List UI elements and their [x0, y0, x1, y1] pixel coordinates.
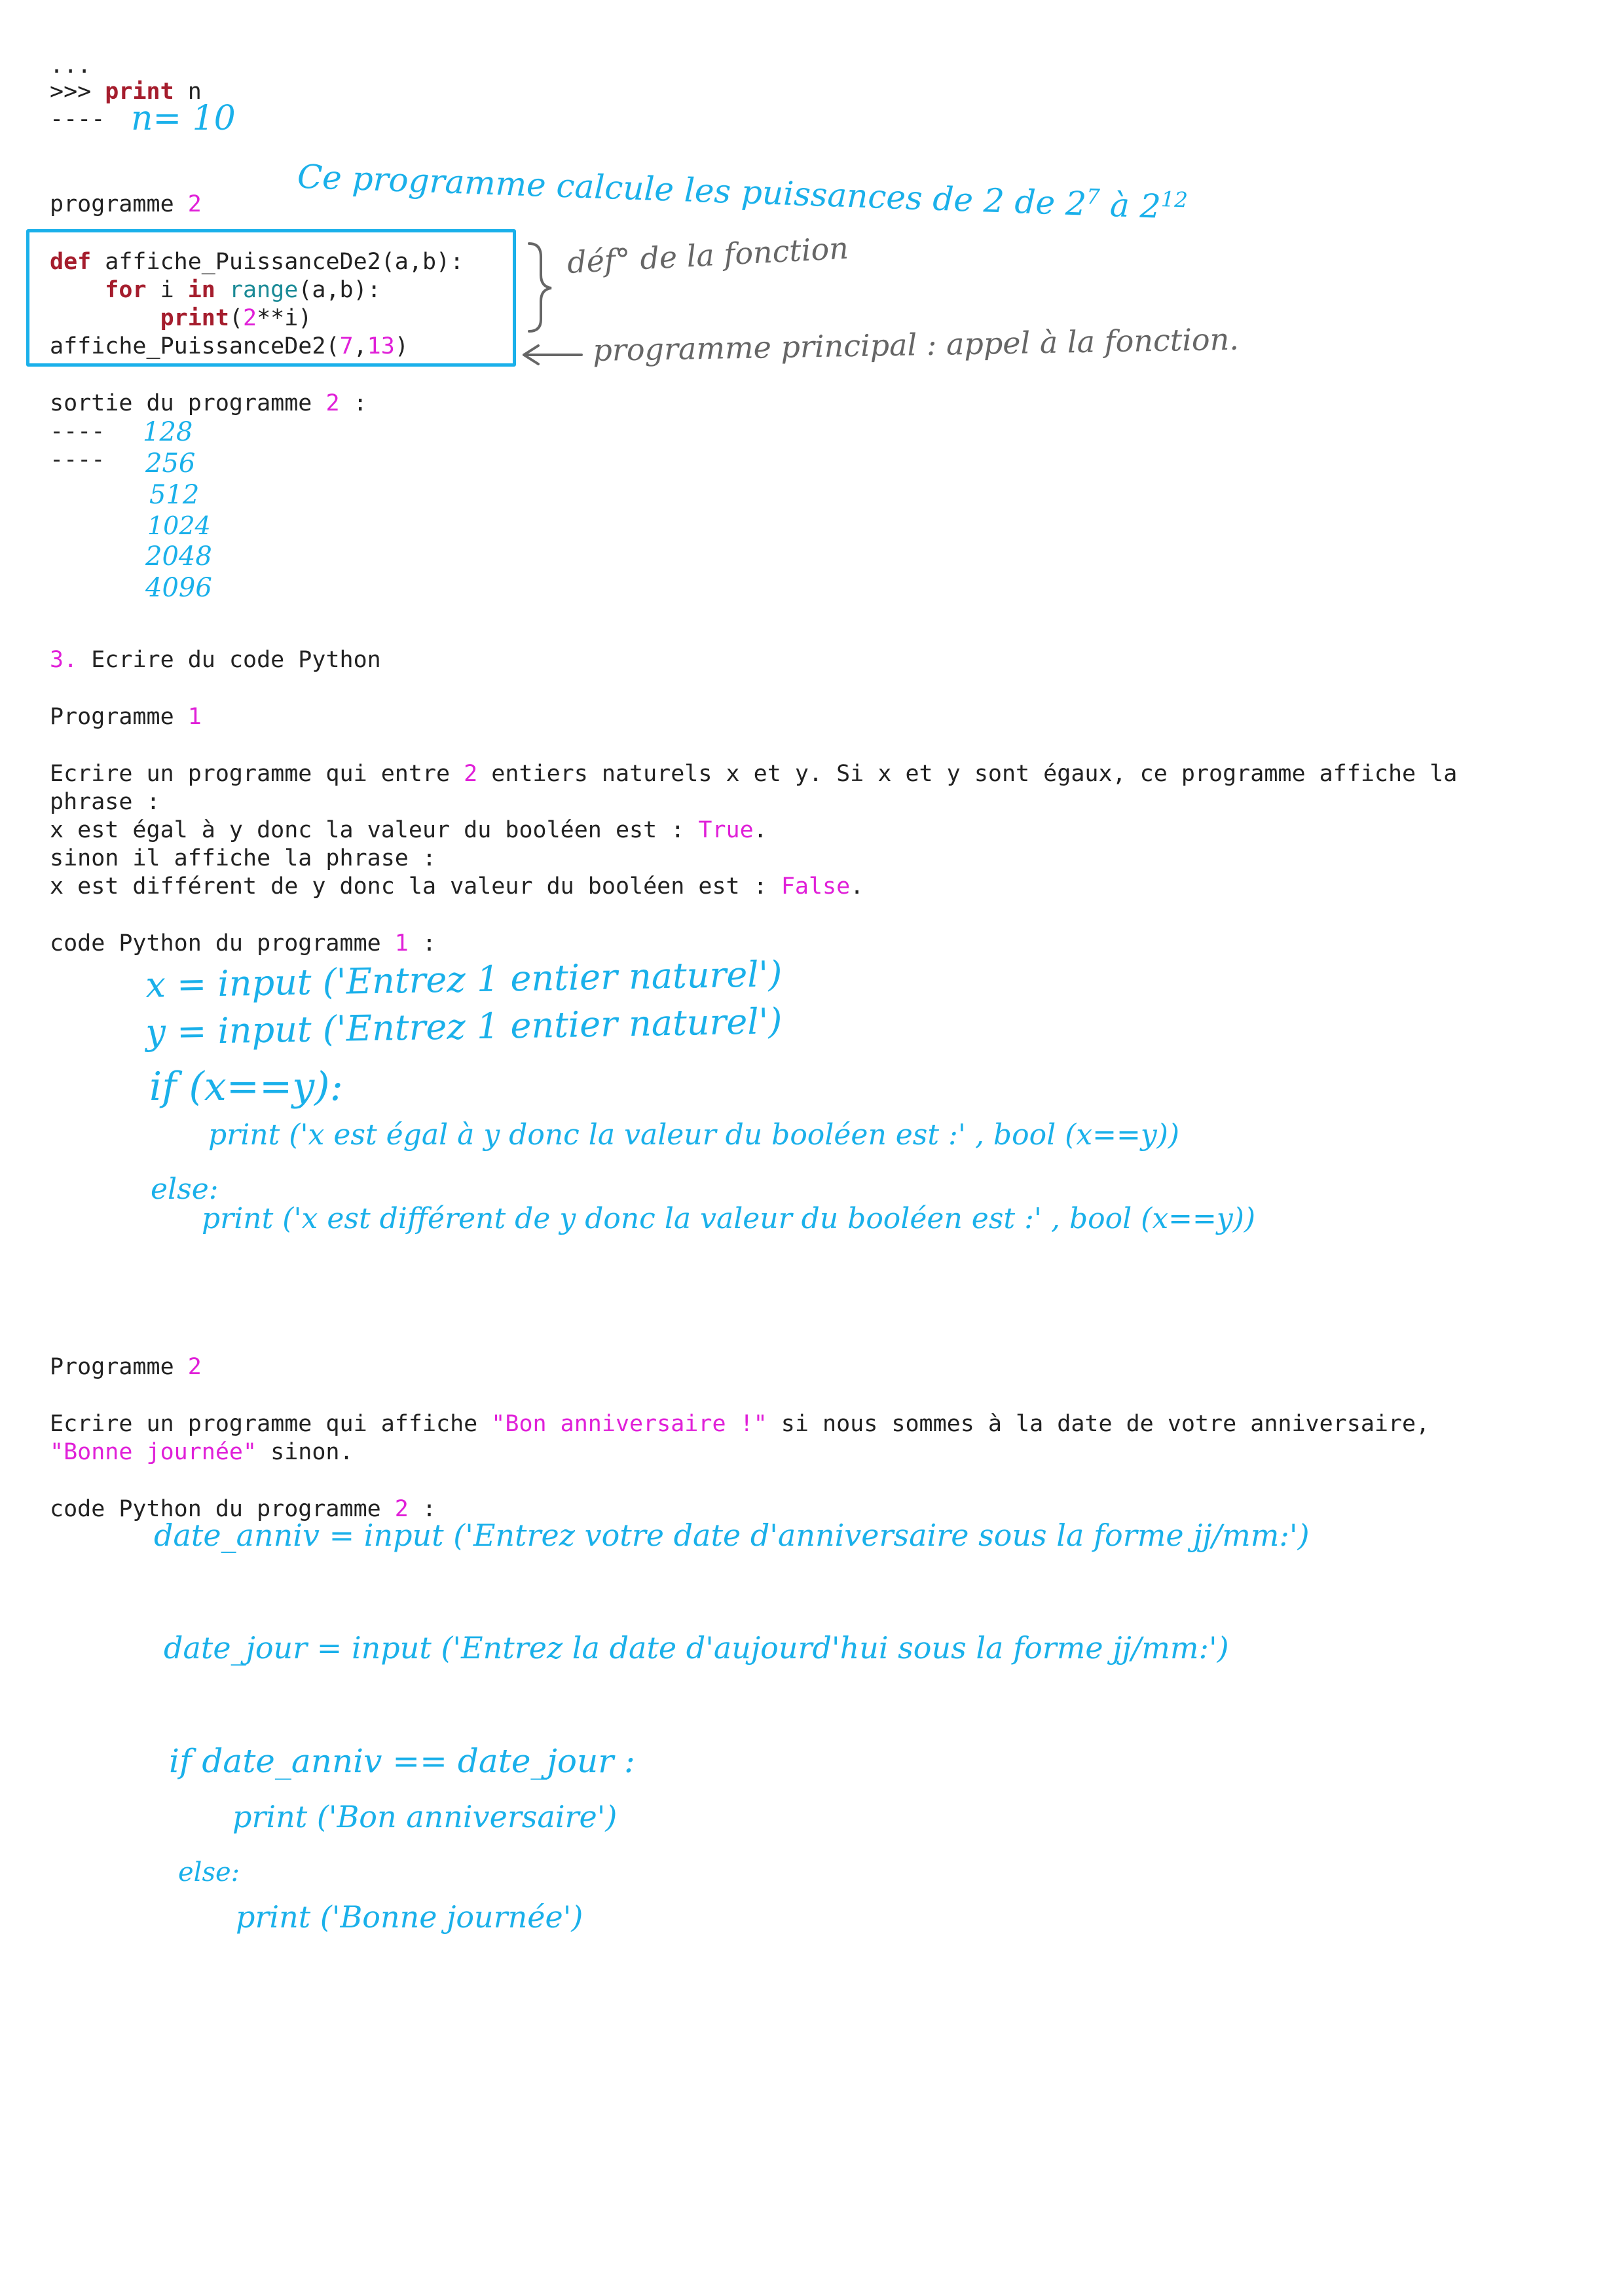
p1-hand-code-line-5: else: — [151, 1173, 219, 1206]
programme-1-label — [50, 702, 202, 731]
hand-output-128: 128 — [143, 417, 193, 447]
string-bonne-journee: "Bonne journée" — [50, 1439, 257, 1465]
label-text: Programme — [50, 1354, 188, 1380]
sortie-label — [50, 389, 367, 418]
desc-text-2: entiers naturels x et y. Si x et y sont égaux, ce programme affiche la — [477, 761, 1458, 787]
paren-open: ( — [229, 305, 244, 331]
p1-desc-line-3 — [50, 816, 767, 845]
arrow-mark — [524, 346, 581, 364]
p2-hand-code-line-3: if date_anniv == date_jour : — [169, 1742, 635, 1780]
sortie-dash-2: ---- — [50, 446, 105, 473]
hand-output-256: 256 — [145, 448, 196, 479]
hand-desc-text: Ce programme calcule les puissances de 2 de 2 — [297, 157, 1087, 223]
prompt: >>> — [50, 79, 105, 105]
desc-text: Ecrire un programme qui entre — [50, 761, 464, 787]
desc-text: x est égal à y donc la valeur du booléen est : — [50, 817, 699, 843]
range-builtin: range — [229, 277, 299, 303]
label-text: programme — [50, 191, 188, 217]
p2-hand-code-line-2: date_jour = input ('Entrez la date d'aujourd'hui sous la forme jj/mm:') — [164, 1630, 1229, 1666]
label-text: code Python du programme — [50, 1496, 395, 1522]
hand-output-4096: 4096 — [145, 573, 212, 603]
sortie-colon: : — [339, 390, 367, 416]
label-number: 2 — [394, 1496, 409, 1522]
range-args: (a,b): — [298, 277, 381, 303]
for-var: i — [146, 277, 188, 303]
desc-text: sinon. — [257, 1439, 354, 1465]
desc-text-2: si nous sommes à la date de votre anniversaire, — [767, 1411, 1430, 1437]
hand-exponent-12: 12 — [1160, 187, 1189, 213]
hand-output-2048: 2048 — [145, 541, 212, 572]
print-arg: n — [174, 79, 202, 105]
hand-def-annotation: déf° de la fonction — [566, 230, 850, 280]
sortie-text: sortie du programme — [50, 390, 326, 416]
p2-hand-code-line-5: else: — [178, 1857, 240, 1887]
p1-code-label — [50, 929, 436, 958]
def-keyword: def — [50, 249, 92, 275]
print-keyword: print — [160, 305, 229, 331]
section-3-heading — [50, 646, 381, 674]
sortie-dash-1: ---- — [50, 418, 105, 445]
label-text: Programme — [50, 704, 188, 730]
label-number: 2 — [187, 1354, 202, 1380]
hand-exponent-7: 7 — [1086, 184, 1101, 210]
brace-mark — [529, 244, 551, 331]
output-dash: ---- — [50, 106, 105, 132]
label-colon: : — [408, 1496, 437, 1522]
for-keyword: for — [105, 277, 147, 303]
desc-text: Ecrire un programme qui affiche — [50, 1411, 492, 1437]
hand-output-1024: 1024 — [147, 511, 211, 540]
p1-desc-line-1 — [50, 759, 1457, 788]
label-colon: : — [408, 930, 437, 957]
desc-number: 2 — [464, 761, 478, 787]
label-text: code Python du programme — [50, 930, 395, 957]
label-number: 1 — [394, 930, 409, 957]
p2-hand-code-line-6: print ('Bonne journée') — [236, 1899, 583, 1935]
p2-hand-code-line-1: date_anniv = input ('Entrez votre date d'anniversaire sous la forme jj/mm:') — [154, 1518, 1310, 1553]
p2-hand-code-line-4: print ('Bon anniversaire') — [232, 1799, 618, 1834]
ellipsis-line: ... — [50, 52, 92, 79]
section-number: 3. — [50, 647, 78, 673]
p1-desc-line-4: sinon il affiche la phrase : — [50, 845, 437, 871]
p1-desc-line-5 — [50, 872, 864, 901]
true-value: True — [698, 817, 754, 843]
label-number: 2 — [187, 191, 202, 217]
call-name: affiche_PuissanceDe2( — [50, 333, 340, 359]
arg-7: 7 — [339, 333, 354, 359]
p1-hand-code-line-1: x = input ('Entrez 1 entier naturel') — [145, 953, 783, 1006]
string-bon-anniversaire: "Bon anniversaire !" — [491, 1411, 767, 1437]
p1-hand-code-line-2: y = input ('Entrez 1 entier naturel') — [145, 1000, 783, 1053]
period: . — [753, 817, 767, 843]
p1-hand-code-line-4: print ('x est égal à y donc la valeur du booléen est :' , bool (x==y)) — [208, 1118, 1180, 1152]
section-title: Ecrire du code Python — [77, 647, 381, 673]
p1-hand-code-line-3: if (x==y): — [149, 1064, 343, 1110]
paren-close: ) — [394, 333, 409, 359]
arg-13: 13 — [367, 333, 395, 359]
desc-text: x est différent de y donc la valeur du booléen est : — [50, 873, 781, 900]
p2-desc-line-1 — [50, 1410, 1430, 1438]
hand-n-value: n= 10 — [131, 99, 236, 138]
label-number: 1 — [187, 704, 202, 730]
p1-hand-code-line-6: print ('x est différent de y donc la valeur du booléen est :' , bool (x==y)) — [202, 1202, 1256, 1235]
hand-output-512: 512 — [149, 480, 200, 510]
programme-2b-label — [50, 1353, 202, 1381]
sortie-number: 2 — [325, 390, 340, 416]
def-signature: affiche_PuissanceDe2(a,b): — [91, 249, 464, 275]
period: . — [850, 873, 864, 900]
p2-desc-line-2 — [50, 1438, 354, 1467]
hand-desc-mid: à 2 — [1099, 185, 1162, 226]
p1-desc-line-2: phrase : — [50, 789, 160, 815]
number-2: 2 — [243, 305, 257, 331]
hand-main-annotation: programme principal : appel à la fonction. — [592, 321, 1240, 368]
print-keyword: print — [105, 79, 174, 105]
false-value: False — [781, 873, 851, 900]
print-expr: **i) — [257, 305, 312, 331]
in-keyword: in — [187, 277, 215, 303]
comma: , — [353, 333, 367, 359]
